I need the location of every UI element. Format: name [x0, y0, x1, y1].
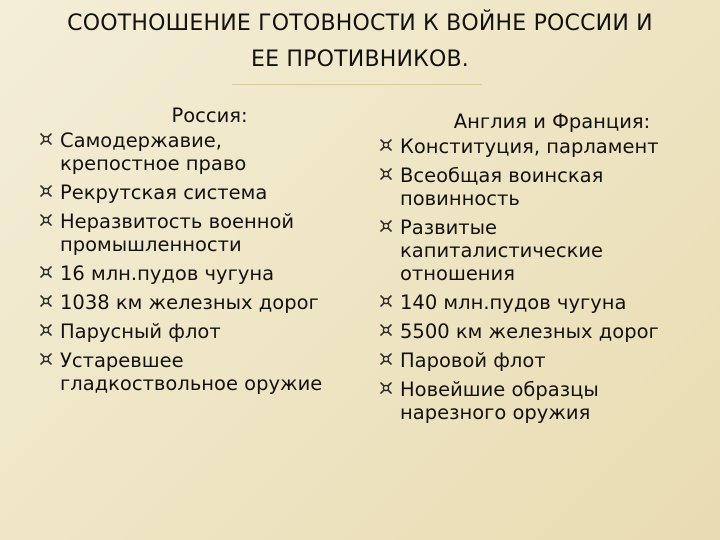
cross-bullet-icon	[380, 295, 392, 307]
cross-bullet-icon	[40, 353, 52, 365]
list-item	[380, 164, 700, 210]
list-item-text: капиталистические	[400, 239, 604, 262]
list-item-text: повинность	[400, 187, 520, 210]
list-item	[380, 135, 700, 158]
cross-bullet-icon	[380, 324, 392, 336]
list-item	[40, 181, 355, 204]
allies-list	[380, 135, 700, 424]
list-item-text: нарезного оружия	[400, 401, 591, 424]
list-item-text: отношения	[400, 262, 515, 285]
title-divider	[232, 84, 482, 85]
list-item	[40, 210, 355, 256]
list-item-text: крепостное право	[60, 152, 247, 175]
list-item	[40, 349, 355, 395]
russia-column	[40, 104, 355, 401]
list-item-text: Самодержавие,	[60, 129, 222, 152]
cross-bullet-icon	[40, 266, 52, 278]
cross-bullet-icon	[40, 324, 52, 336]
list-item	[380, 291, 700, 314]
list-item-text: Новейшие образцы	[400, 378, 599, 401]
list-item-text: Устаревшее	[60, 349, 184, 372]
slide-title	[20, 0, 700, 78]
cross-bullet-icon	[380, 168, 392, 180]
list-item	[380, 349, 700, 372]
list-item	[40, 262, 355, 285]
cross-bullet-icon	[380, 139, 392, 151]
cross-bullet-icon	[380, 220, 392, 232]
cross-bullet-icon	[380, 382, 392, 394]
list-item-text: Паровой флот	[400, 349, 546, 372]
list-item	[380, 216, 700, 285]
allies-column	[380, 104, 700, 430]
list-item-text: 140 млн.пудов чугуна	[400, 291, 627, 314]
list-item	[40, 291, 355, 314]
russia-list	[40, 129, 355, 395]
list-item-text: Рекрутская система	[60, 181, 268, 204]
list-item-text: Неразвитость военной	[60, 210, 295, 233]
title-line-2: ЕЕ ПРОТИВНИКОВ.	[251, 47, 469, 72]
cross-bullet-icon	[380, 353, 392, 365]
cross-bullet-icon	[40, 133, 52, 145]
list-item-text: Всеобщая воинская	[400, 164, 604, 187]
title-line-1: СООТНОШЕНИЕ ГОТОВНОСТИ К ВОЙНЕ РОССИИ И	[67, 11, 653, 36]
allies-heading: Англия и Франция:	[453, 110, 651, 133]
list-item	[40, 129, 355, 175]
list-item	[380, 320, 700, 343]
list-item-text: Конституция, парламент	[400, 135, 659, 158]
list-item	[40, 320, 355, 343]
cross-bullet-icon	[40, 295, 52, 307]
list-item-text: Развитые	[400, 216, 497, 239]
list-item-text: гладкоствольное оружие	[60, 372, 323, 395]
list-item-text: 16 млн.пудов чугуна	[60, 262, 275, 285]
list-item-text: промышленности	[60, 233, 242, 256]
russia-heading: Россия:	[171, 104, 248, 127]
list-item-text: 1038 км железных дорог	[60, 291, 319, 314]
cross-bullet-icon	[40, 214, 52, 226]
list-item-text: Парусный флот	[60, 320, 221, 343]
list-item-text: 5500 км железных дорог	[400, 320, 659, 343]
cross-bullet-icon	[40, 185, 52, 197]
list-item	[380, 378, 700, 424]
